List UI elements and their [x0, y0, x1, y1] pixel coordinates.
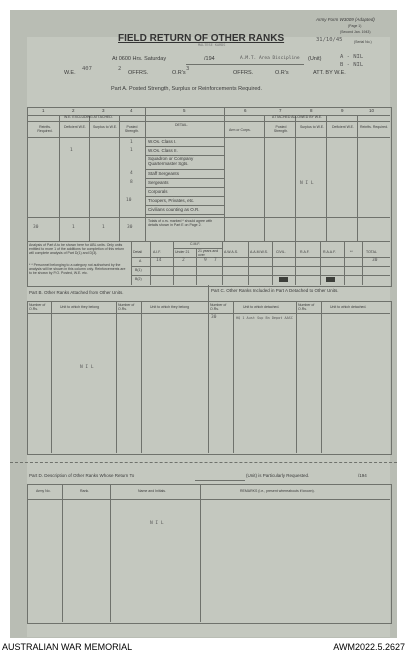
- footer-source: AUSTRALIAN WAR MEMORIAL: [2, 642, 133, 652]
- col-num-6: 6: [244, 108, 247, 113]
- analysis-head-star: **: [350, 250, 353, 254]
- date-line-year: /194: [204, 56, 215, 62]
- analysis-head-total: TOTAL: [366, 250, 377, 254]
- redaction-mark-2: [326, 277, 335, 282]
- part-b-nil: N I L: [80, 365, 94, 370]
- row-wo-class-1: W.Os. Class I.: [148, 139, 177, 144]
- col-num-3: 3: [102, 108, 105, 113]
- ors-value: 3: [186, 66, 190, 72]
- surplus-head: Surplus to W.E.: [92, 125, 118, 129]
- row-troopers: Troopers, Privates, etc.: [148, 198, 195, 203]
- reinfts-required-head: Reinfts. Required.: [37, 125, 53, 133]
- row-staff-sergeants: Staff Sergeants: [148, 171, 179, 176]
- part-a-nil: N I L: [300, 181, 314, 186]
- hand-wo2-deficient: 1: [70, 148, 73, 153]
- analysis-head-raf: R.A.F.: [300, 250, 310, 254]
- part-d-date: /194: [358, 473, 367, 478]
- hand-sergeants: 8: [130, 180, 133, 185]
- analysis-a-21over: 9: [204, 258, 207, 263]
- analysis-head-21over: 21 years and over: [198, 249, 219, 257]
- redaction-mark-1: [279, 277, 288, 282]
- footer: [0, 639, 409, 653]
- analysis-head-aamws: A.A.M.W.S.: [250, 250, 268, 254]
- serial-handwritten: 31/10/45: [316, 37, 343, 43]
- part-d-title-b: (Unit) is Particularly Requested.: [246, 473, 310, 478]
- a-nil-note: A - NIL: [340, 54, 364, 60]
- posted-strength-head: Posted Strength.: [124, 125, 140, 133]
- part-c-unit: HQ 1 Aust Sup Bn Depot AASC: [236, 316, 293, 320]
- analysis-a-aif: 14: [156, 258, 162, 263]
- we-value: 407: [82, 66, 92, 72]
- part-c-col-number-1: Number of O.Rs.: [210, 303, 227, 311]
- part-d-table: [27, 484, 392, 624]
- deficient-head: Deficient W.E.: [64, 125, 86, 129]
- unit-underline: [186, 64, 304, 65]
- part-b-col-number-1: Number of O.Rs.: [29, 303, 46, 311]
- hand-wo2: 1: [130, 148, 133, 153]
- offrs-value: 2: [118, 66, 122, 72]
- part-d-col-army-no: Army No.: [36, 489, 51, 493]
- part-b-col-number-2: Number of O.Rs.: [118, 303, 135, 311]
- part-c-number: 30: [211, 315, 217, 320]
- part-c-title: Part C. Other Ranks Included in Part A Detached to Other Units.: [211, 288, 339, 293]
- analysis-head-detail: Detail: [133, 250, 142, 254]
- part-d-col-remarks: REMARKS (i.e., present whereabouts if known).: [240, 489, 315, 493]
- serial-label: (Serial No.): [354, 40, 372, 44]
- form-number: Army Form W3009 (Adapted): [316, 17, 375, 22]
- rubber-stamp: MALTESE KARDS: [198, 43, 226, 47]
- analysis-head-under21: Under 21: [175, 250, 190, 254]
- col-num-9: 9: [341, 108, 344, 113]
- row-civilians: Civilians counting as O.R.: [148, 207, 200, 212]
- part-d-col-rank: Rank.: [80, 489, 90, 493]
- part-bc-table: [27, 301, 392, 455]
- row-totals: Totals of o.rs. marked * should agree with details shown in Part E on Page 2.: [148, 219, 213, 228]
- ors-label: O.R's: [172, 70, 186, 76]
- edition-note: (Second Jan. 1943): [340, 30, 371, 34]
- col-num-2: 2: [72, 108, 75, 113]
- detail-header: DETAIL.: [175, 123, 188, 127]
- analysis-a-under21: 2: [182, 258, 185, 263]
- part-d-nil: N I L: [150, 521, 164, 526]
- hand-total-surplus: 1: [102, 225, 105, 230]
- part-a-table: [27, 107, 392, 287]
- ors-label-2: O.R's: [275, 70, 289, 76]
- part-b-col-unit-1: Unit to which they belong: [60, 305, 100, 309]
- part-c-col-unit-2: Unit to which detached.: [330, 305, 367, 309]
- analysis-head-aif: A.I.F.: [153, 250, 161, 254]
- page-indicator: (Page 1): [348, 24, 362, 28]
- we-excluding-attached: W.E. EXCLUDING ATTACHED.: [64, 115, 113, 119]
- unit-label: (Unit): [308, 56, 322, 62]
- unit-name: A.M.T. Area Discipline: [240, 56, 300, 61]
- reinfts-head-right: Reinfts. Required.: [360, 125, 389, 129]
- part-b-col-unit-2: Unit to which they belong: [150, 305, 190, 309]
- part-c-col-unit-1: Unit to which detached.: [243, 305, 280, 309]
- hand-troopers: 10: [126, 198, 132, 203]
- analysis-note-1: Analysis of Part A to be shown here for ABL units. Only units entitled to more 1 of the additions for completion of this return will complete analysis of Part D(1) and D(3).: [29, 243, 125, 256]
- b-nil-note: B - NIL: [340, 62, 364, 68]
- col-num-10: 10: [369, 108, 375, 113]
- footer-accession: AWM2022.5.2627: [333, 642, 405, 652]
- date-line-prefix: At 0600 Hrs. Saturday: [112, 56, 167, 62]
- analysis-row-b2: B(2): [135, 277, 142, 281]
- analysis-head-raaf: R.A.A.F.: [323, 250, 336, 254]
- part-b-title: Part B. Other Ranks Attached from Other Units.: [29, 290, 124, 295]
- analysis-a-awas: 7: [214, 258, 217, 263]
- surplus-head-right: Surplus to W.E.: [299, 125, 325, 129]
- col-num-5: 5: [183, 108, 186, 113]
- analysis-head-cmf: C.M.F.: [190, 242, 201, 246]
- hand-total-reinfts: 30: [33, 225, 39, 230]
- col-num-4: 4: [130, 108, 133, 113]
- we-label: W.E.: [64, 70, 76, 76]
- analysis-row-a: A: [139, 259, 142, 263]
- row-sergeants: Sergeants: [148, 180, 169, 185]
- part-d-title: Part D. Description of Other Ranks Whose Return To: [29, 473, 135, 478]
- analysis-row-b1: B(1): [135, 268, 142, 272]
- col-num-1: 1: [42, 108, 45, 113]
- hand-total-deficient: 1: [72, 225, 75, 230]
- deficient-head-right: Deficient W.E.: [332, 125, 354, 129]
- analysis-head-awas: A.W.A.S.: [224, 250, 239, 254]
- posted-strength-head-right: Posted Strength.: [273, 125, 289, 133]
- page-title: FIELD RETURN OF OTHER RANKS: [118, 33, 285, 44]
- attached-allowed: ATTACHED ALLOWED BY W.E.: [272, 115, 323, 119]
- hand-staff-sgt: 4: [130, 171, 133, 176]
- att-by-we-label: ATT. BY W.E.: [313, 70, 346, 76]
- analysis-a-total: 30: [372, 258, 378, 263]
- hand-wo1: 1: [130, 140, 133, 145]
- part-d-col-name: Name and Initials.: [138, 489, 167, 493]
- analysis-head-civil: CIVIL.: [276, 250, 286, 254]
- col-num-8: 8: [310, 108, 313, 113]
- row-sqn-qm-sgts: Squadron or Company Quartermaster Sgts.: [148, 156, 194, 166]
- part-c-col-number-2: Number of O.Rs.: [298, 303, 315, 311]
- row-corporals: Corporals: [148, 189, 168, 194]
- arm-corps-head: Arm or Corps.: [229, 128, 251, 132]
- offrs-label-2: OFFRS.: [233, 70, 254, 76]
- part-a-title: Part A. Posted Strength, Surplus or Reinforcements Required.: [111, 86, 263, 92]
- hand-total-posted: 30: [127, 225, 133, 230]
- row-wo-class-2: W.Os. Class II.: [148, 148, 178, 153]
- col-num-7: 7: [279, 108, 282, 113]
- offrs-label: OFFRS.: [128, 70, 149, 76]
- analysis-note-2: * * Personnel belonging to a category not authorised by the analysis will be shown in this column only. Reinforcements are to be shown by P.O. Posted, W.E. etc.: [29, 263, 126, 276]
